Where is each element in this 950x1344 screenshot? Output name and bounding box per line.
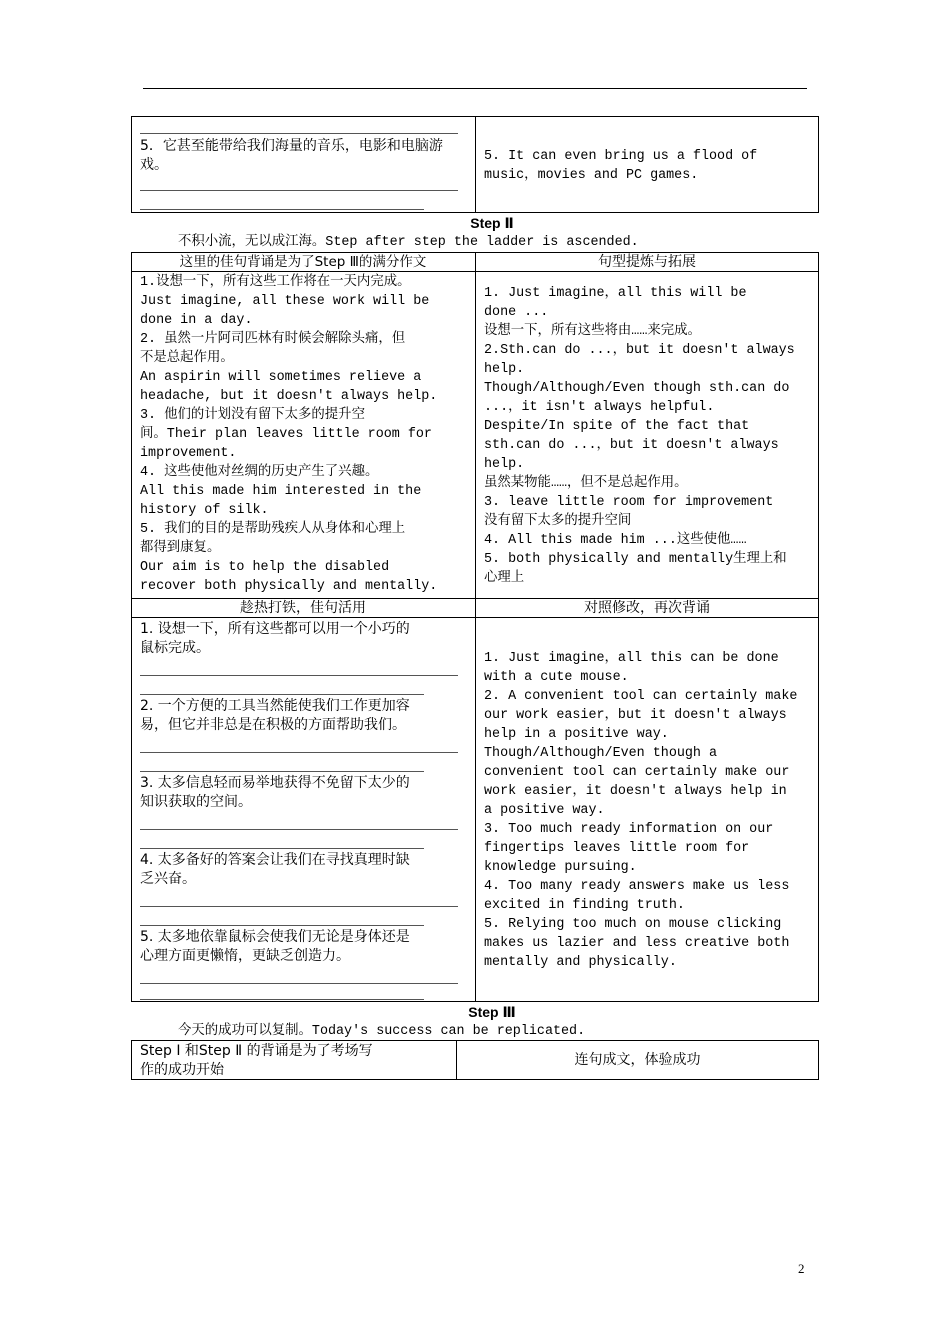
exercise-4: 4. 太多备好的答案会让我们在寻找真理时缺 乏兴奋。 [140, 852, 410, 887]
step-2-intro: 不积小流，无以成江海。Step after step the ladder is ascended. [178, 235, 639, 250]
sentence-5-en: 5. It can even bring us a flood of music，movies and PC games. [484, 149, 758, 183]
answer-blank [140, 983, 458, 984]
answer-blank [140, 771, 424, 772]
table-divider [475, 116, 476, 213]
answer-blank [140, 675, 458, 676]
answer-blank [140, 999, 424, 1000]
answer-blank [140, 829, 458, 830]
step-3-left: Step Ⅰ 和Step Ⅱ 的背诵是为了考场写 作的成功开始 [140, 1043, 373, 1078]
model-sentences: 1.设想一下，所有这些工作将在一天内完成。 Just imagine, all these work will be done in a day. 2. 虽然一片阿司匹林有时候会解除头痛，但 不是总起作用。 An aspirin will sometimes relieve a headache, but it doesn't always help. 3. 他们的计划没有留下太多的提升空 间。Their plan leaves little room for improvement. 4. 这些使他对丝绸的历史产生了兴趣。 All this made him interested in the history of silk. 5. 我们的目的是帮助残疾人从身体和心理上 都得到康复。 Our aim is to help the disabled recover both physically and mentally. [140, 275, 438, 594]
col-header-right-2: 对照修改，再次背诵 [584, 600, 710, 616]
col-header-left: 这里的佳句背诵是为了Step Ⅲ的满分作文 [179, 254, 427, 270]
exercise-2: 2. 一个方便的工具当然能使我们工作更加容 易，但它并非总是在积极的方面帮助我们。 [140, 698, 410, 733]
answer-blank [140, 133, 458, 134]
exercise-5: 5. 太多地依靠鼠标会使我们无论是身体还是 心理方面更懒惰，更缺乏创造力。 [140, 929, 410, 964]
col-header-right: 句型提炼与拓展 [598, 254, 696, 270]
answer-blank [140, 190, 458, 191]
reference-answers: 1. Just imagine，all this can be done with a cute mouse. 2. A convenient tool can certainly make our work easier，but it doesn't always help in a positive way. Though/Although/Even though a convenient tool can certainly make our work easier，it doesn't always help in a positive way. 3. Too much ready information on our fingertips leaves little room for knowledge pursuing. 4. Too many ready answers make us less excited in finding truth. 5. Relying too much on mouse clicking makes us lazier and less creative both mentally and physically. [484, 651, 798, 970]
sentence-5-cn: 5．它甚至能带给我们海量的音乐，电影和电脑游戏。 [140, 138, 443, 173]
answer-blank [140, 848, 424, 849]
col-header-left-2: 趁热打铁，佳句活用 [240, 600, 366, 616]
exercise-1: 1. 设想一下，所有这些都可以用一个小巧的 鼠标完成。 [140, 621, 410, 656]
header-rule [143, 88, 807, 89]
sentence-patterns: 1. Just imagine，all this will be done ... 设想一下，所有这些将由……来完成。 2.Sth.can do ...，but it doesn't always help. Though/Although/Even though sth.can do ...，it isn't always helpful. Despite/In spite of the fact that sth.can do ...，but it doesn't always help. 虽然某物能……，但不是总起作用。 3. leave little room for improvement 没有留下太多的提升空间 4. All this made him ...这些使他…… 5. both physically and mentally生理上和 心理上 [484, 286, 795, 586]
step-3-right: 连句成文，体验成功 [574, 1052, 701, 1068]
answer-blank [140, 906, 458, 907]
answer-blank [140, 209, 424, 210]
answer-blank [140, 925, 424, 926]
step-3-heading: Step Ⅲ [468, 1004, 516, 1020]
step-3-intro: 今天的成功可以复制。Today's success can be replicated. [178, 1024, 586, 1039]
exercise-3: 3. 太多信息轻而易举地获得不免留下太少的 知识获取的空间。 [140, 775, 410, 810]
answer-blank [140, 694, 424, 695]
table-divider [475, 252, 476, 1002]
page-number: 2 [798, 1261, 805, 1276]
answer-blank [140, 752, 458, 753]
step-2-heading: Step Ⅱ [470, 215, 514, 231]
